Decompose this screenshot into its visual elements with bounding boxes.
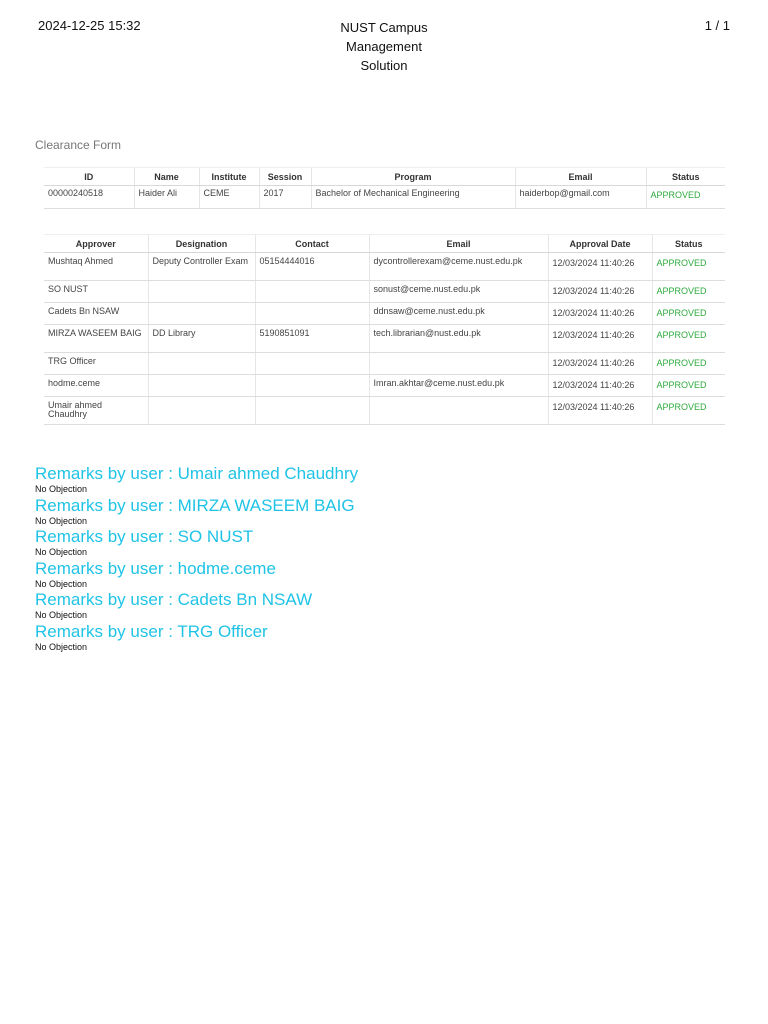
column-header-id: ID [44, 168, 134, 186]
table-row [44, 375, 725, 397]
student-email: haiderbop@gmail.com [515, 186, 646, 209]
remark-item [35, 589, 725, 621]
table-row [44, 281, 725, 303]
column-header-program: Program [311, 168, 515, 186]
table-row [44, 186, 725, 209]
approver-designation: Deputy Controller Exam [148, 253, 255, 281]
status-badge: APPROVED [652, 281, 725, 303]
remark-item [35, 558, 725, 590]
student-id: 00000240518 [44, 186, 134, 209]
approver-designation [148, 353, 255, 375]
remark-item [35, 463, 725, 495]
approver-name: TRG Officer [44, 353, 148, 375]
column-header-approver: Approver [44, 235, 148, 253]
student-table-header-row [44, 168, 725, 186]
approval-date: 12/03/2024 11:40:26 [548, 253, 652, 281]
status-badge: APPROVED [652, 325, 725, 353]
approver-contact [255, 281, 369, 303]
table-row [44, 303, 725, 325]
approver-designation [148, 303, 255, 325]
status-badge: APPROVED [652, 253, 725, 281]
approver-designation [148, 281, 255, 303]
remark-heading: Remarks by user : SO NUST [35, 527, 254, 547]
approver-table-header-row [44, 235, 725, 253]
status-badge: APPROVED [646, 186, 725, 209]
print-header [38, 16, 730, 76]
remarks-section [35, 463, 725, 653]
remark-heading: Remarks by user : MIRZA WASEEM BAIG [35, 495, 355, 515]
student-institute: CEME [199, 186, 259, 209]
column-header-status: Status [652, 235, 725, 253]
approval-date: 12/03/2024 11:40:26 [548, 303, 652, 325]
remark-item [35, 495, 725, 527]
print-timestamp: 2024-12-25 15:32 [38, 18, 141, 33]
approval-date: 12/03/2024 11:40:26 [548, 353, 652, 375]
page-title: NUST Campus Management Solution [340, 20, 428, 73]
remark-text: No Objection [35, 578, 88, 589]
column-header-institute: Institute [199, 168, 259, 186]
approver-contact [255, 397, 369, 425]
approver-name: hodme.ceme [44, 375, 148, 397]
approver-contact [255, 375, 369, 397]
table-row [44, 397, 725, 425]
approver-contact [255, 303, 369, 325]
column-header-session: Session [259, 168, 311, 186]
student-name: Haider Ali [134, 186, 199, 209]
student-program: Bachelor of Mechanical Engineering [311, 186, 515, 209]
student-session: 2017 [259, 186, 311, 209]
column-header-email: Email [369, 235, 548, 253]
approver-email: dycontrollerexam@ceme.nust.edu.pk [369, 253, 548, 281]
table-row [44, 253, 725, 281]
remark-text: No Objection [35, 515, 88, 526]
approver-table [44, 234, 725, 425]
remark-heading: Remarks by user : Umair ahmed Chaudhry [35, 464, 359, 483]
remark-heading: Remarks by user : hodme.ceme [35, 558, 276, 578]
page-indicator: 1 / 1 [704, 18, 730, 33]
column-header-designation: Designation [148, 235, 255, 253]
column-header-approval-date: Approval Date [548, 235, 652, 253]
table-row [44, 353, 725, 375]
approver-name: Mushtaq Ahmed [44, 253, 148, 281]
approver-contact: 05154444016 [255, 253, 369, 281]
approver-email [369, 397, 548, 425]
remark-text: No Objection [35, 641, 88, 652]
approval-date: 12/03/2024 11:40:26 [548, 375, 652, 397]
approver-email: sonust@ceme.nust.edu.pk [369, 281, 548, 303]
approval-date: 12/03/2024 11:40:26 [548, 281, 652, 303]
remark-heading: Remarks by user : TRG Officer [35, 621, 268, 641]
approver-email: tech.librarian@nust.edu.pk [369, 325, 548, 353]
status-badge: APPROVED [652, 397, 725, 425]
approver-name: MIRZA WASEEM BAIG [44, 325, 148, 353]
approver-name: SO NUST [44, 281, 148, 303]
remark-text: No Objection [35, 610, 88, 621]
column-header-contact: Contact [255, 235, 369, 253]
remark-heading: Remarks by user : Cadets Bn NSAW [35, 590, 313, 610]
approver-email: Imran.akhtar@ceme.nust.edu.pk [369, 375, 548, 397]
status-badge: APPROVED [652, 303, 725, 325]
approval-date: 12/03/2024 11:40:26 [548, 325, 652, 353]
approver-email: ddnsaw@ceme.nust.edu.pk [369, 303, 548, 325]
form-title: Clearance Form [35, 138, 122, 152]
column-header-status: Status [646, 168, 725, 186]
approver-designation [148, 375, 255, 397]
approver-designation: DD Library [148, 325, 255, 353]
approver-name: Umair ahmed Chaudhry [44, 397, 148, 425]
status-badge: APPROVED [652, 375, 725, 397]
approver-contact [255, 353, 369, 375]
approver-contact: 5190851091 [255, 325, 369, 353]
remark-item [35, 526, 725, 558]
table-row [44, 325, 725, 353]
approver-name: Cadets Bn NSAW [44, 303, 148, 325]
remark-text: No Objection [35, 484, 88, 494]
column-header-name: Name [134, 168, 199, 186]
approver-email [369, 353, 548, 375]
remark-item [35, 621, 725, 653]
student-info-table [44, 167, 725, 209]
remark-text: No Objection [35, 547, 88, 558]
approval-date: 12/03/2024 11:40:26 [548, 397, 652, 425]
status-badge: APPROVED [652, 353, 725, 375]
column-header-email: Email [515, 168, 646, 186]
approver-designation [148, 397, 255, 425]
